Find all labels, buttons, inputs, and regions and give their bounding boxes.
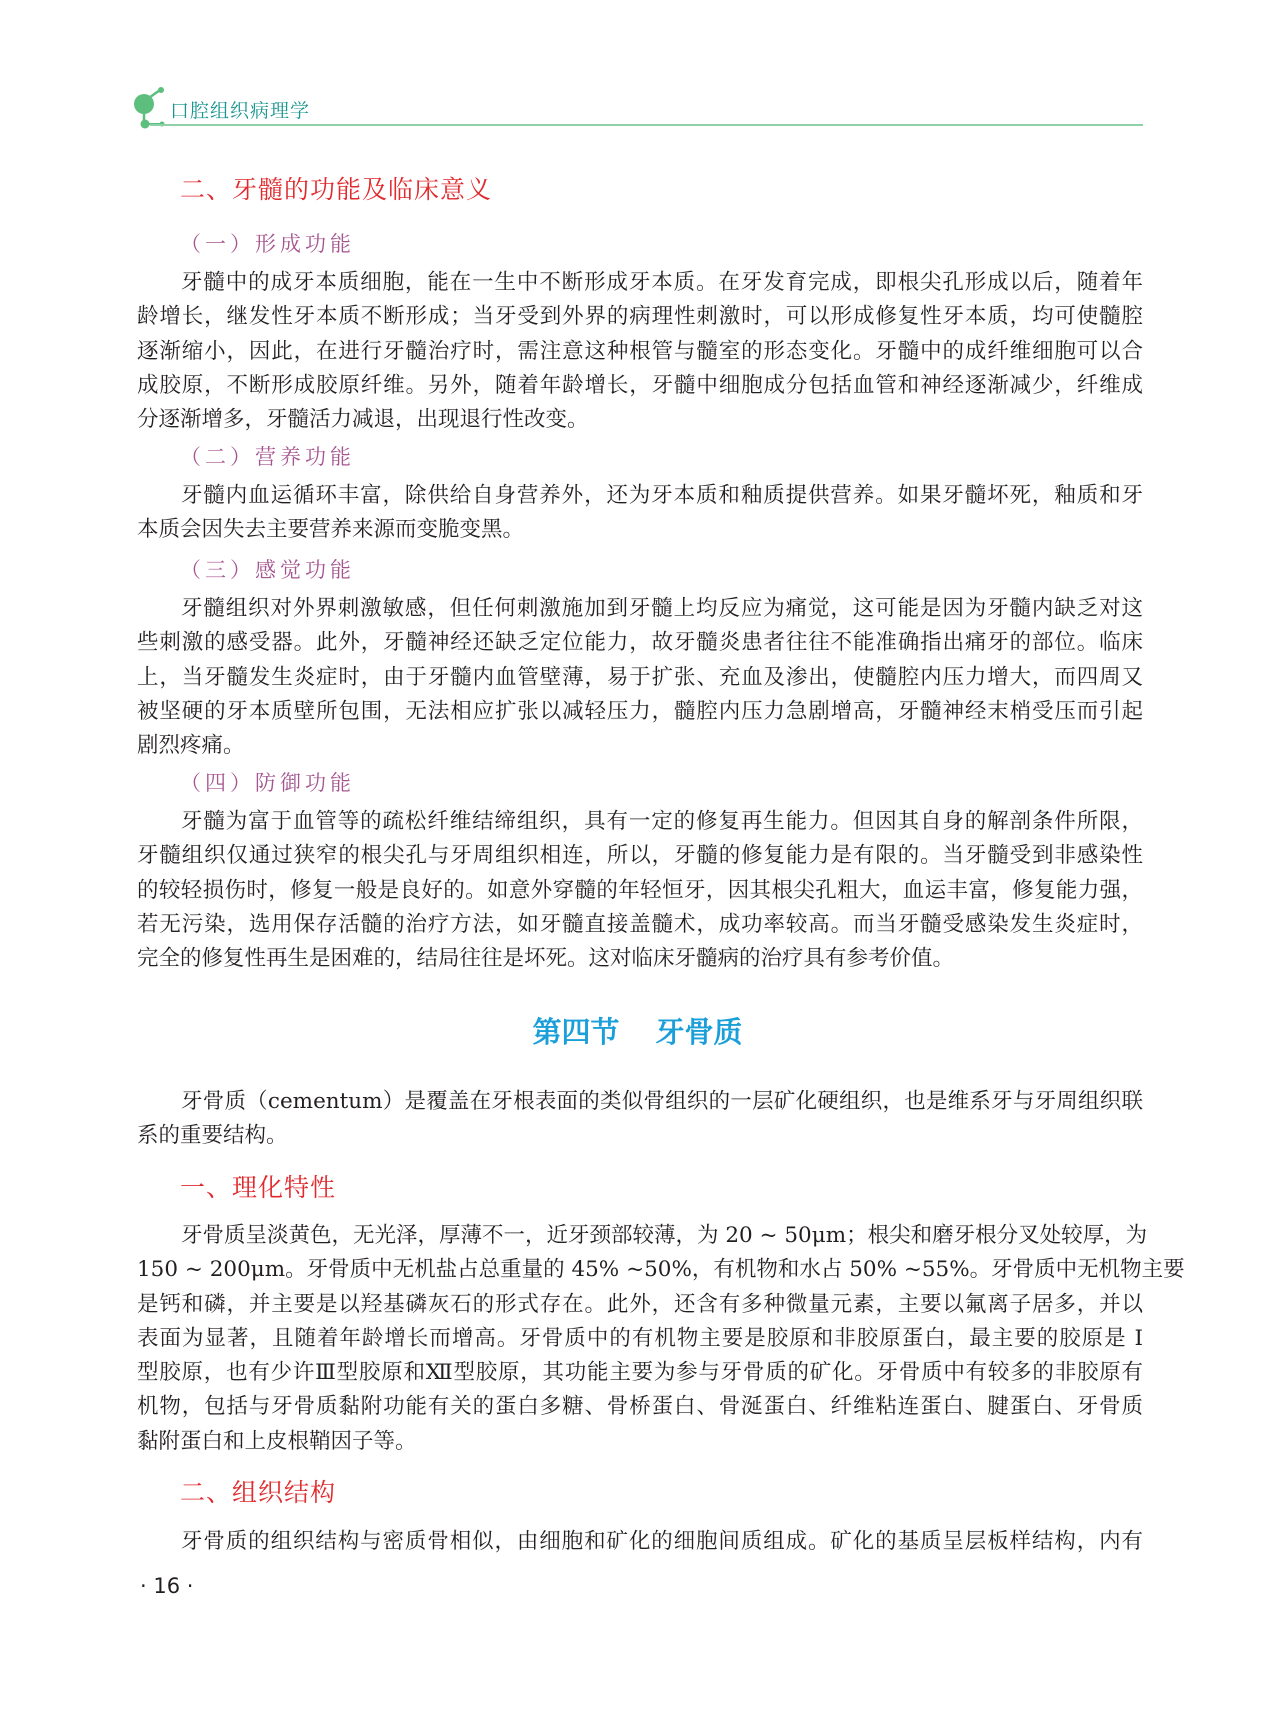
subsection-heading: （三）感觉功能 bbox=[180, 558, 355, 582]
subsection-heading: （四）防御功能 bbox=[180, 771, 355, 795]
section-heading: 二、组织结构 bbox=[180, 1478, 337, 1507]
section-heading: 二、牙髓的功能及临床意义 bbox=[180, 175, 493, 204]
text-line: 机物，包括与牙骨质黏附功能有关的蛋白多糖、骨桥蛋白、骨涎蛋白、纤维粘连蛋白、腱蛋白、牙骨质 bbox=[137, 1394, 1143, 1420]
paragraph bbox=[137, 1219, 1185, 1459]
section-heading: 一、理化特性 bbox=[180, 1173, 337, 1202]
text-line: 牙髓为富于血管等的疏松纤维结缔组织，具有一定的修复再生能力。但因其自身的解剖条件所限， bbox=[181, 809, 1143, 834]
text-line: 的较轻损伤时，修复一般是良好的。如意外穿髓的年轻恒牙，因其根尖孔粗大，血运丰富，修复能力强， bbox=[137, 877, 1143, 903]
text-line: 完全的修复性再生是困难的，结局往往是坏死。这对临床牙髓病的治疗具有参考价值。 bbox=[137, 946, 955, 972]
paragraph bbox=[137, 805, 1143, 976]
text-line: 型胶原，也有少许Ⅲ型胶原和Ⅻ型胶原，其功能主要为参与牙骨质的矿化。牙骨质中有较多的非胶原有 bbox=[137, 1360, 1143, 1386]
text-line: 牙髓组织对外界刺激敏感，但任何刺激施加到牙髓上均反应为痛觉，这可能是因为牙髓内缺乏对这 bbox=[181, 596, 1143, 621]
paragraph bbox=[137, 266, 1143, 437]
text-line: 被坚硬的牙本质壁所包围，无法相应扩张以减轻压力，髓腔内压力急剧增高，牙髓神经末梢受压而引起 bbox=[137, 698, 1143, 724]
subsection-heading: （一）形成功能 bbox=[180, 232, 355, 256]
text-line: 牙骨质（cementum）是覆盖在牙根表面的类似骨组织的一层矿化硬组织，也是维系牙与牙周组织联 bbox=[181, 1089, 1143, 1114]
paragraph bbox=[137, 1525, 1143, 1559]
paragraph bbox=[137, 1085, 1143, 1154]
chapter-section-title bbox=[0, 1010, 1275, 1051]
text-line: 逐渐缩小，因此，在进行牙髓治疗时，需注意这种根管与髓室的形态变化。牙髓中的成纤维细胞可以合 bbox=[137, 338, 1143, 364]
section-number: 第四节 bbox=[532, 1015, 620, 1049]
text-line: 上，当牙髓发生炎症时，由于牙髓内血管壁薄，易于扩张、充血及渗出，使髓腔内压力增大，而四周又 bbox=[137, 664, 1143, 690]
text-line: 若无污染，选用保存活髓的治疗方法，如牙髓直接盖髓术，成功率较高。而当牙髓受感染发生炎症时， bbox=[137, 911, 1143, 937]
text-line: 是钙和磷，并主要是以羟基磷灰石的形式存在。此外，还含有多种微量元素，主要以氟离子居多，并以 bbox=[137, 1291, 1143, 1317]
text-line: 牙髓中的成牙本质细胞，能在一生中不断形成牙本质。在牙发育完成，即根尖孔形成以后，随着年 bbox=[181, 270, 1143, 295]
text-line: 成胶原，不断形成胶原纤维。另外，随着年龄增长，牙髓中细胞成分包括血管和神经逐渐减少，纤维成 bbox=[137, 372, 1143, 398]
header-divider bbox=[150, 124, 1143, 126]
text-line: 牙骨质的组织结构与密质骨相似，由细胞和矿化的细胞间质组成。矿化的基质呈层板样结构，内有 bbox=[181, 1529, 1143, 1554]
text-line: 牙髓组织仅通过狭窄的根尖孔与牙周组织相连，所以，牙髓的修复能力是有限的。当牙髓受到非感染性 bbox=[137, 843, 1143, 869]
text-line: 表面为显著，且随着年龄增长而增高。牙骨质中的有机物主要是胶原和非胶原蛋白，最主要的胶原是 Ⅰ bbox=[137, 1325, 1143, 1351]
text-line: 系的重要结构。 bbox=[137, 1123, 288, 1149]
text-line: 黏附蛋白和上皮根鞘因子等。 bbox=[137, 1428, 417, 1454]
text-line: 些刺激的感受器。此外，牙髓神经还缺乏定位能力，故牙髓炎患者往往不能准确指出痛牙的部位。临床 bbox=[137, 630, 1143, 656]
text-line: 牙骨质呈淡黄色，无光泽，厚薄不一，近牙颈部较薄，为 20 ~ 50μm；根尖和磨牙根分叉处较厚，为 bbox=[181, 1223, 1148, 1248]
page-number: · 16 · bbox=[140, 1574, 194, 1598]
section-name: 牙骨质 bbox=[655, 1015, 743, 1049]
text-line: 剧烈疼痛。 bbox=[137, 733, 245, 759]
paragraph bbox=[137, 479, 1143, 548]
subsection-heading: （二）营养功能 bbox=[180, 445, 355, 469]
book-title: 口腔组织病理学 bbox=[170, 100, 311, 122]
text-line: 龄增长，继发性牙本质不断形成；当牙受到外界的病理性刺激时，可以形成修复性牙本质，均可使髓腔 bbox=[137, 304, 1143, 330]
text-line: 150 ~ 200μm。牙骨质中无机盐占总重量的 45% ~50%，有机物和水占 50% ~55%。牙骨质中无机物主要 bbox=[137, 1257, 1185, 1283]
text-line: 本质会因失去主要营养来源而变脆变黑。 bbox=[137, 517, 525, 543]
text-line: 分逐渐增多，牙髓活力减退，出现退行性改变。 bbox=[137, 407, 589, 433]
paragraph bbox=[137, 592, 1143, 763]
text-line: 牙髓内血运循环丰富，除供给自身营养外，还为牙本质和釉质提供营养。如果牙髓坏死，釉质和牙 bbox=[181, 483, 1143, 508]
